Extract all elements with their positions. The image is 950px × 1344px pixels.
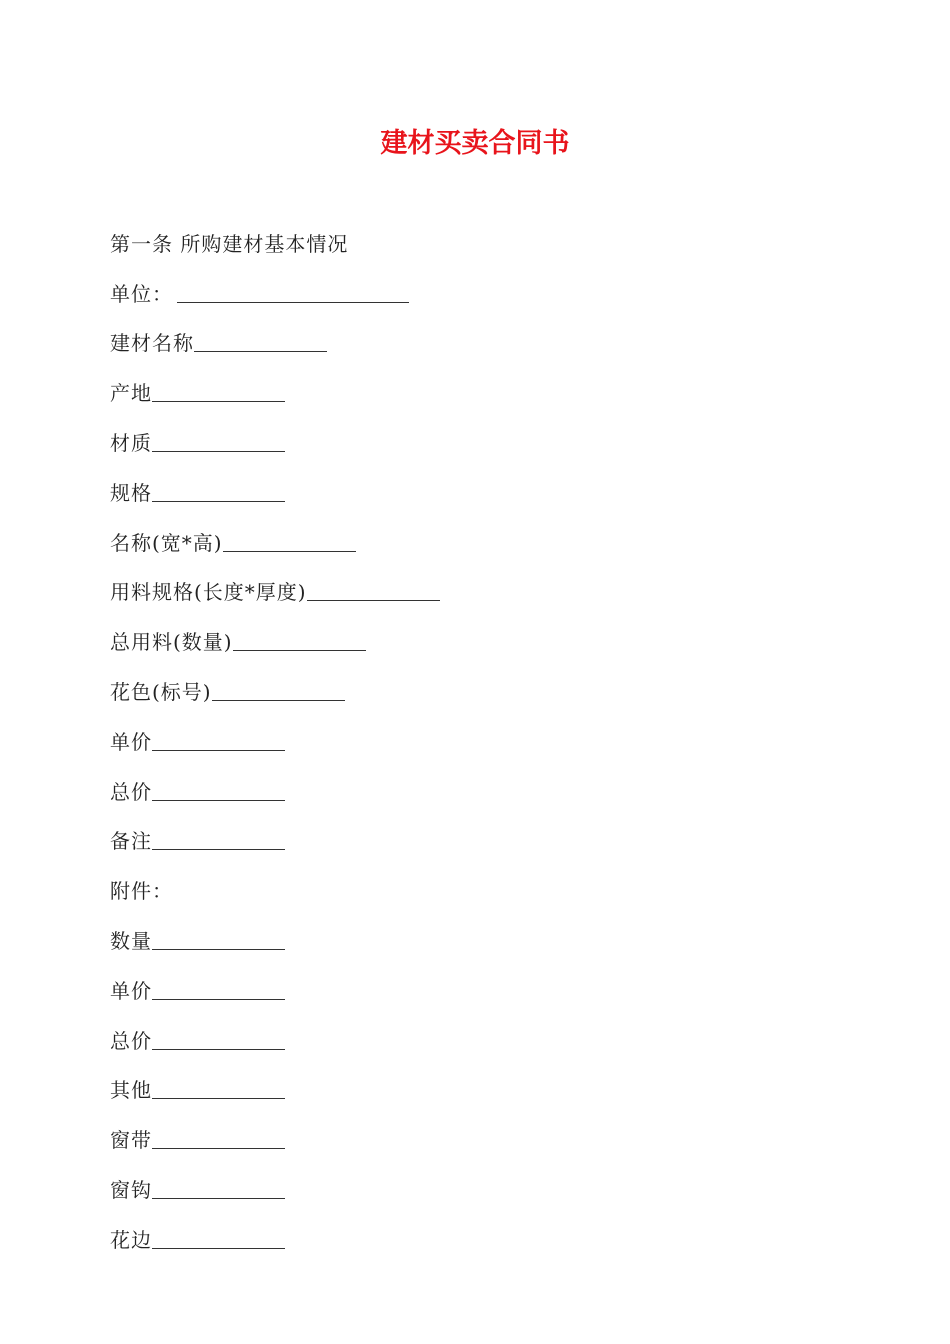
fill-in-blank[interactable] <box>152 1197 285 1199</box>
field-label: 建材名称 <box>110 331 194 356</box>
attachments-heading-text: 附件： <box>110 879 173 904</box>
field-label: 花边 <box>110 1227 152 1252</box>
fill-in-blank[interactable] <box>212 699 345 701</box>
field-label: 单位： <box>110 281 173 306</box>
field-label: 名称(宽*高) <box>110 530 223 555</box>
field-label: 花色(标号) <box>110 679 212 704</box>
field-label: 总价 <box>110 1028 152 1053</box>
field-attachment-unit-price <box>110 960 870 1010</box>
field-label: 产地 <box>110 381 152 406</box>
field-attachment-total-price <box>110 1010 870 1060</box>
fill-in-blank[interactable] <box>152 998 285 1000</box>
attachments-heading <box>110 860 870 910</box>
field-material-spec <box>110 562 870 612</box>
field-unit-price <box>110 711 870 761</box>
fill-in-blank[interactable] <box>152 948 285 950</box>
field-label: 备注 <box>110 829 152 854</box>
field-material-quality <box>110 412 870 462</box>
section-heading <box>110 213 870 263</box>
field-attachment-quantity <box>110 910 870 960</box>
field-label: 单价 <box>110 978 152 1003</box>
field-specification <box>110 462 870 512</box>
field-other <box>110 1060 870 1110</box>
form-field-list <box>110 213 870 1259</box>
field-label: 窗带 <box>110 1128 152 1153</box>
fill-in-blank[interactable] <box>152 450 285 452</box>
field-lace-trim <box>110 1209 870 1259</box>
field-name-size <box>110 512 870 562</box>
field-label: 窗钩 <box>110 1177 152 1202</box>
fill-in-blank[interactable] <box>152 848 285 850</box>
fill-in-blank[interactable] <box>223 550 356 552</box>
fill-in-blank[interactable] <box>152 500 285 502</box>
field-label: 总用料(数量) <box>110 630 233 655</box>
document-title: 建材买卖合同书 <box>380 128 570 159</box>
field-origin <box>110 362 870 412</box>
field-remarks <box>110 811 870 861</box>
fill-in-blank[interactable] <box>152 1147 285 1149</box>
field-label: 数量 <box>110 928 152 953</box>
fill-in-blank[interactable] <box>233 649 366 651</box>
field-material-name <box>110 313 870 363</box>
fill-in-blank[interactable] <box>152 1247 285 1249</box>
field-label: 用料规格(长度*厚度) <box>110 580 307 605</box>
field-total-price <box>110 761 870 811</box>
section-heading-text: 第一条 所购建材基本情况 <box>110 231 349 256</box>
field-window-strap <box>110 1109 870 1159</box>
field-total-quantity <box>110 611 870 661</box>
fill-in-blank[interactable] <box>152 400 285 402</box>
fill-in-blank[interactable] <box>152 1097 285 1099</box>
field-label: 材质 <box>110 430 152 455</box>
field-window-hook <box>110 1159 870 1209</box>
fill-in-blank[interactable] <box>194 350 327 352</box>
fill-in-blank[interactable] <box>152 799 285 801</box>
fill-in-blank[interactable] <box>177 301 409 303</box>
field-unit <box>110 263 870 313</box>
fill-in-blank[interactable] <box>152 1048 285 1050</box>
field-label: 其他 <box>110 1078 152 1103</box>
field-label: 总价 <box>110 779 152 804</box>
fill-in-blank[interactable] <box>152 749 285 751</box>
field-label: 规格 <box>110 480 152 505</box>
field-color-code <box>110 661 870 711</box>
field-label: 单价 <box>110 729 152 754</box>
fill-in-blank[interactable] <box>307 599 440 601</box>
